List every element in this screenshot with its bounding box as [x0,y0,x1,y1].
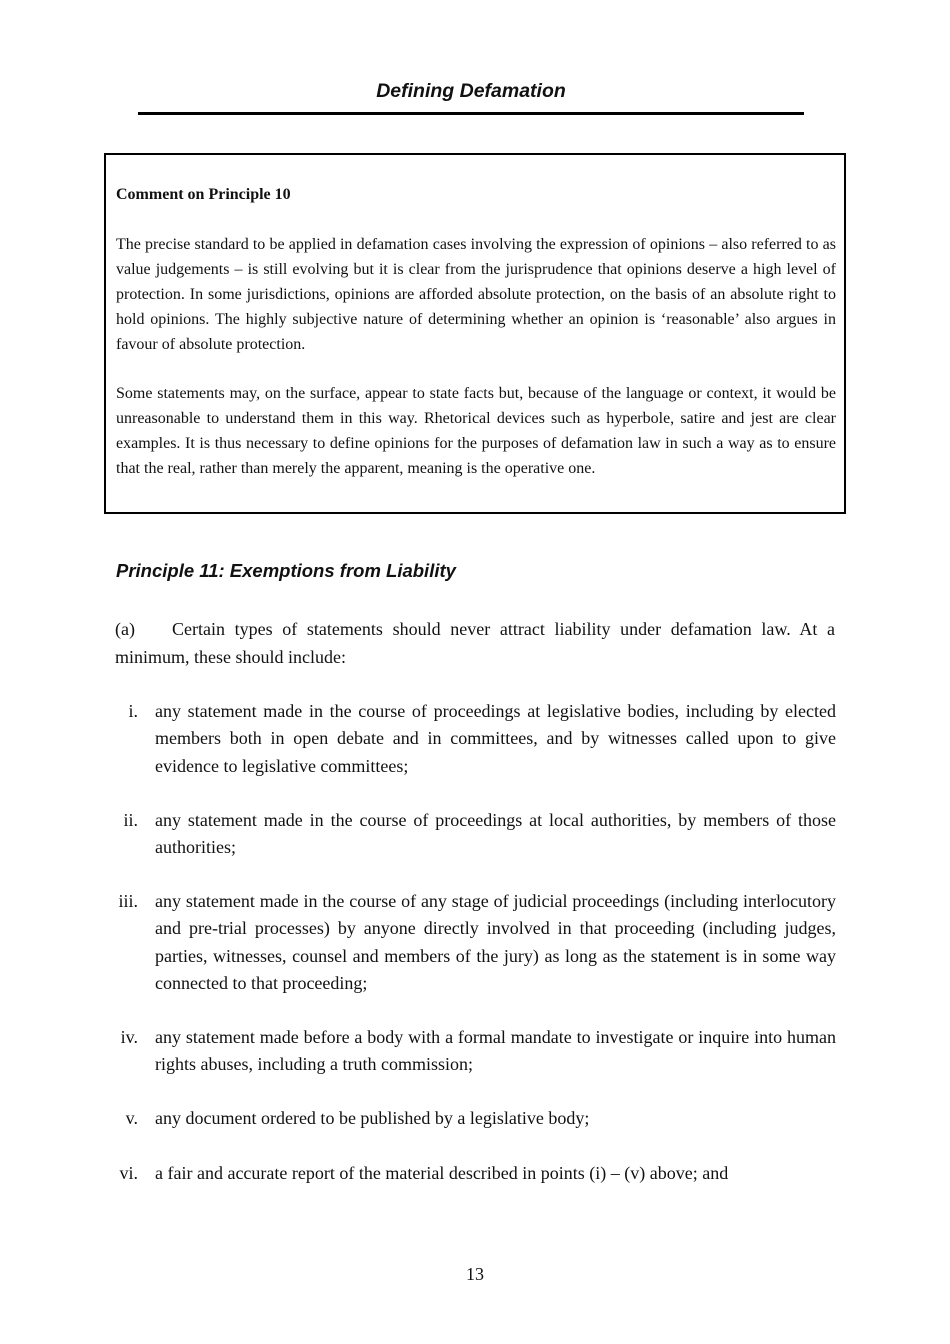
list-item-text: any statement made in the course of proceedings at legislative bodies, including by elected members both in open debate and in committees, and by witnesses called upon to give evidence to legislative committees; [155,701,836,776]
header-divider [138,112,804,115]
intro-paragraph [115,616,835,671]
comment-paragraph: The precise standard to be applied in defamation cases involving the expression of opinions – also referred to as value judgements – is still evolving but it is clear from the jurisprudence that opinions deserve a high level of protection. In some jurisdictions, opinions are afforded absolute protection, on the basis of an absolute right to hold opinions. The highly subjective nature of determining whether an opinion is ‘reasonable’ also argues in favour of absolute protection. [116,236,836,353]
list-item-number: ii. [123,810,138,830]
list-item-text: any statement made before a body with a formal mandate to investigate or inquire into human rights abuses, including a truth commission; [155,1027,836,1075]
list-item-number: i. [128,701,138,721]
page-header-title: Defining Defamation [376,80,566,102]
list-item-number: iii. [118,891,138,911]
list-item-text: any document ordered to be published by a legislative body; [155,1108,590,1128]
list-item-number: v. [125,1108,138,1128]
comment-box [104,153,846,514]
list-item-text: any statement made in the course of any stage of judicial proceedings (including interlocutory and pre-trial processes) by anyone directly involved in that proceeding (including judges, parties, witnesses, counsel and members of the jury) as long as the statement is in some way connected to that proceeding; [155,891,836,993]
list-item-number: iv. [120,1027,138,1047]
comment-title: Comment on Principle 10 [116,186,291,203]
list-item-text: any statement made in the course of proceedings at local authorities, by members of those authorities; [155,810,836,858]
list-item-text: a fair and accurate report of the material described in points (i) – (v) above; and [155,1163,729,1183]
intro-text: Certain types of statements should never attract liability under defamation law. At a minimum, these should include: [115,619,835,667]
list-item-number: vi. [119,1163,138,1183]
section-heading: Principle 11: Exemptions from Liability [116,560,456,581]
comment-paragraph: Some statements may, on the surface, appear to state facts but, because of the language or context, it would be unreasonable to understand them in this way. Rhetorical devices such as hyperbole, satire and jest are clear examples. It is thus necessary to define opinions for the purposes of defamation law in such a way as to ensure that the real, rather than merely the apparent, meaning is the operative one. [116,385,836,477]
page-number: 13 [466,1264,484,1284]
intro-marker: (a) [115,619,135,639]
